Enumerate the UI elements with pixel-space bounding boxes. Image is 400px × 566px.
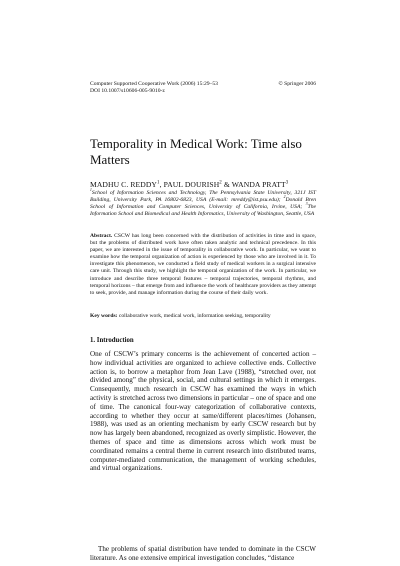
author-name: PAUL DOURISH bbox=[163, 180, 220, 189]
section-heading: 1. Introduction bbox=[90, 337, 134, 344]
abstract bbox=[90, 233, 316, 297]
affiliation-text: School of Information Sciences and Technology, The Pennsylvania State University, 321J IST Building, University Park, PA 16802-6823, USA (E-mail: mreddy@ist.psu.edu); bbox=[90, 190, 316, 204]
keywords bbox=[90, 313, 316, 320]
keywords-label: Key words: bbox=[90, 313, 118, 319]
author-name: MADHU C. REDDY bbox=[90, 180, 158, 189]
paper-title: Temporality in Medical Work: Time also Matters bbox=[90, 136, 302, 167]
author-separator: , bbox=[159, 180, 164, 189]
author-list bbox=[90, 180, 288, 189]
keywords-text: collaborative work, medical work, information seeking, temporality bbox=[118, 313, 271, 319]
journal-citation: Computer Supported Cooperative Work (2006) 15:29–53 bbox=[90, 81, 218, 87]
doi: DOI 10.1007/s10606-005-9010-z bbox=[90, 88, 165, 94]
author-affiliation-mark: 2 bbox=[219, 180, 222, 186]
affiliations bbox=[90, 190, 316, 218]
affiliation-mark: 2 bbox=[283, 195, 286, 200]
abstract-label: Abstract. bbox=[90, 233, 113, 239]
abstract-text: CSCW has long been concerned with the distribution of activities in time and in space, but the problems of distributed work have often taken analytic and technical precedence. In this paper, we are interested in the issue of temporality in collaborative work. In particular, we want to examine how the temporal organization of action is experienced by those who are involved in it. To investigate this phenomenon, we conducted a field study of medical workers in a surgical intensive care unit. Through this study, we highlight the temporal organization of the work. In particular, we introduce and describe three temporal features – temporal trajectories, temporal rhythms, and temporal horizons – that emerge from and influence the work of healthcare providers as they attempt to seek, provide, and manage information during the course of their daily work. bbox=[90, 233, 316, 296]
author-affiliation-mark: 1 bbox=[157, 180, 160, 186]
body-paragraph: The problems of spatial distribution have tended to dominate in the CSCW literature. As one extensive empirical investigation concludes, “distance bbox=[90, 545, 316, 562]
publisher-copyright: © Springer 2006 bbox=[278, 81, 316, 87]
affiliation-text: The Information School and Biomedical and Health Informatics, University of Washington, Seattle, USA bbox=[90, 204, 316, 218]
affiliation-mark: 1 bbox=[90, 188, 92, 193]
author-name: WANDA PRATT bbox=[231, 180, 286, 189]
author-separator: & bbox=[221, 180, 232, 189]
affiliation-mark: 3 bbox=[305, 202, 308, 207]
author-affiliation-mark: 3 bbox=[285, 180, 289, 186]
body-paragraph: One of CSCW’s primary concerns is the achievement of concerted action – how individual activities are organized to achieve collective ends. Collective action is, to borrow a metaphor from Jean Lave (1988), “stretched over, not divided among” the physical, social, and cultural settings in which it emerges. Consequently, much research in CSCW has examined the ways in which activity is stretched across two dimensions in particular – one of space and one of time. The canonical four-way categorization of collaborative contexts, according to whether they occur at same/different places/times (Johansen, 1988), was used as an orienting mechanism by early CSCW research but by now has largely been abandoned, recognized as overly simplistic. However, the themes of space and time as dimensions across which work must be coordinated remains a central theme in current research into distributed teams, computer-mediated communication, the management of working schedules, and virtual organizations. bbox=[90, 350, 316, 473]
affiliation-text: Donald Bren School of Information and Computer Sciences, University of California, Irvine, USA; bbox=[90, 197, 316, 211]
